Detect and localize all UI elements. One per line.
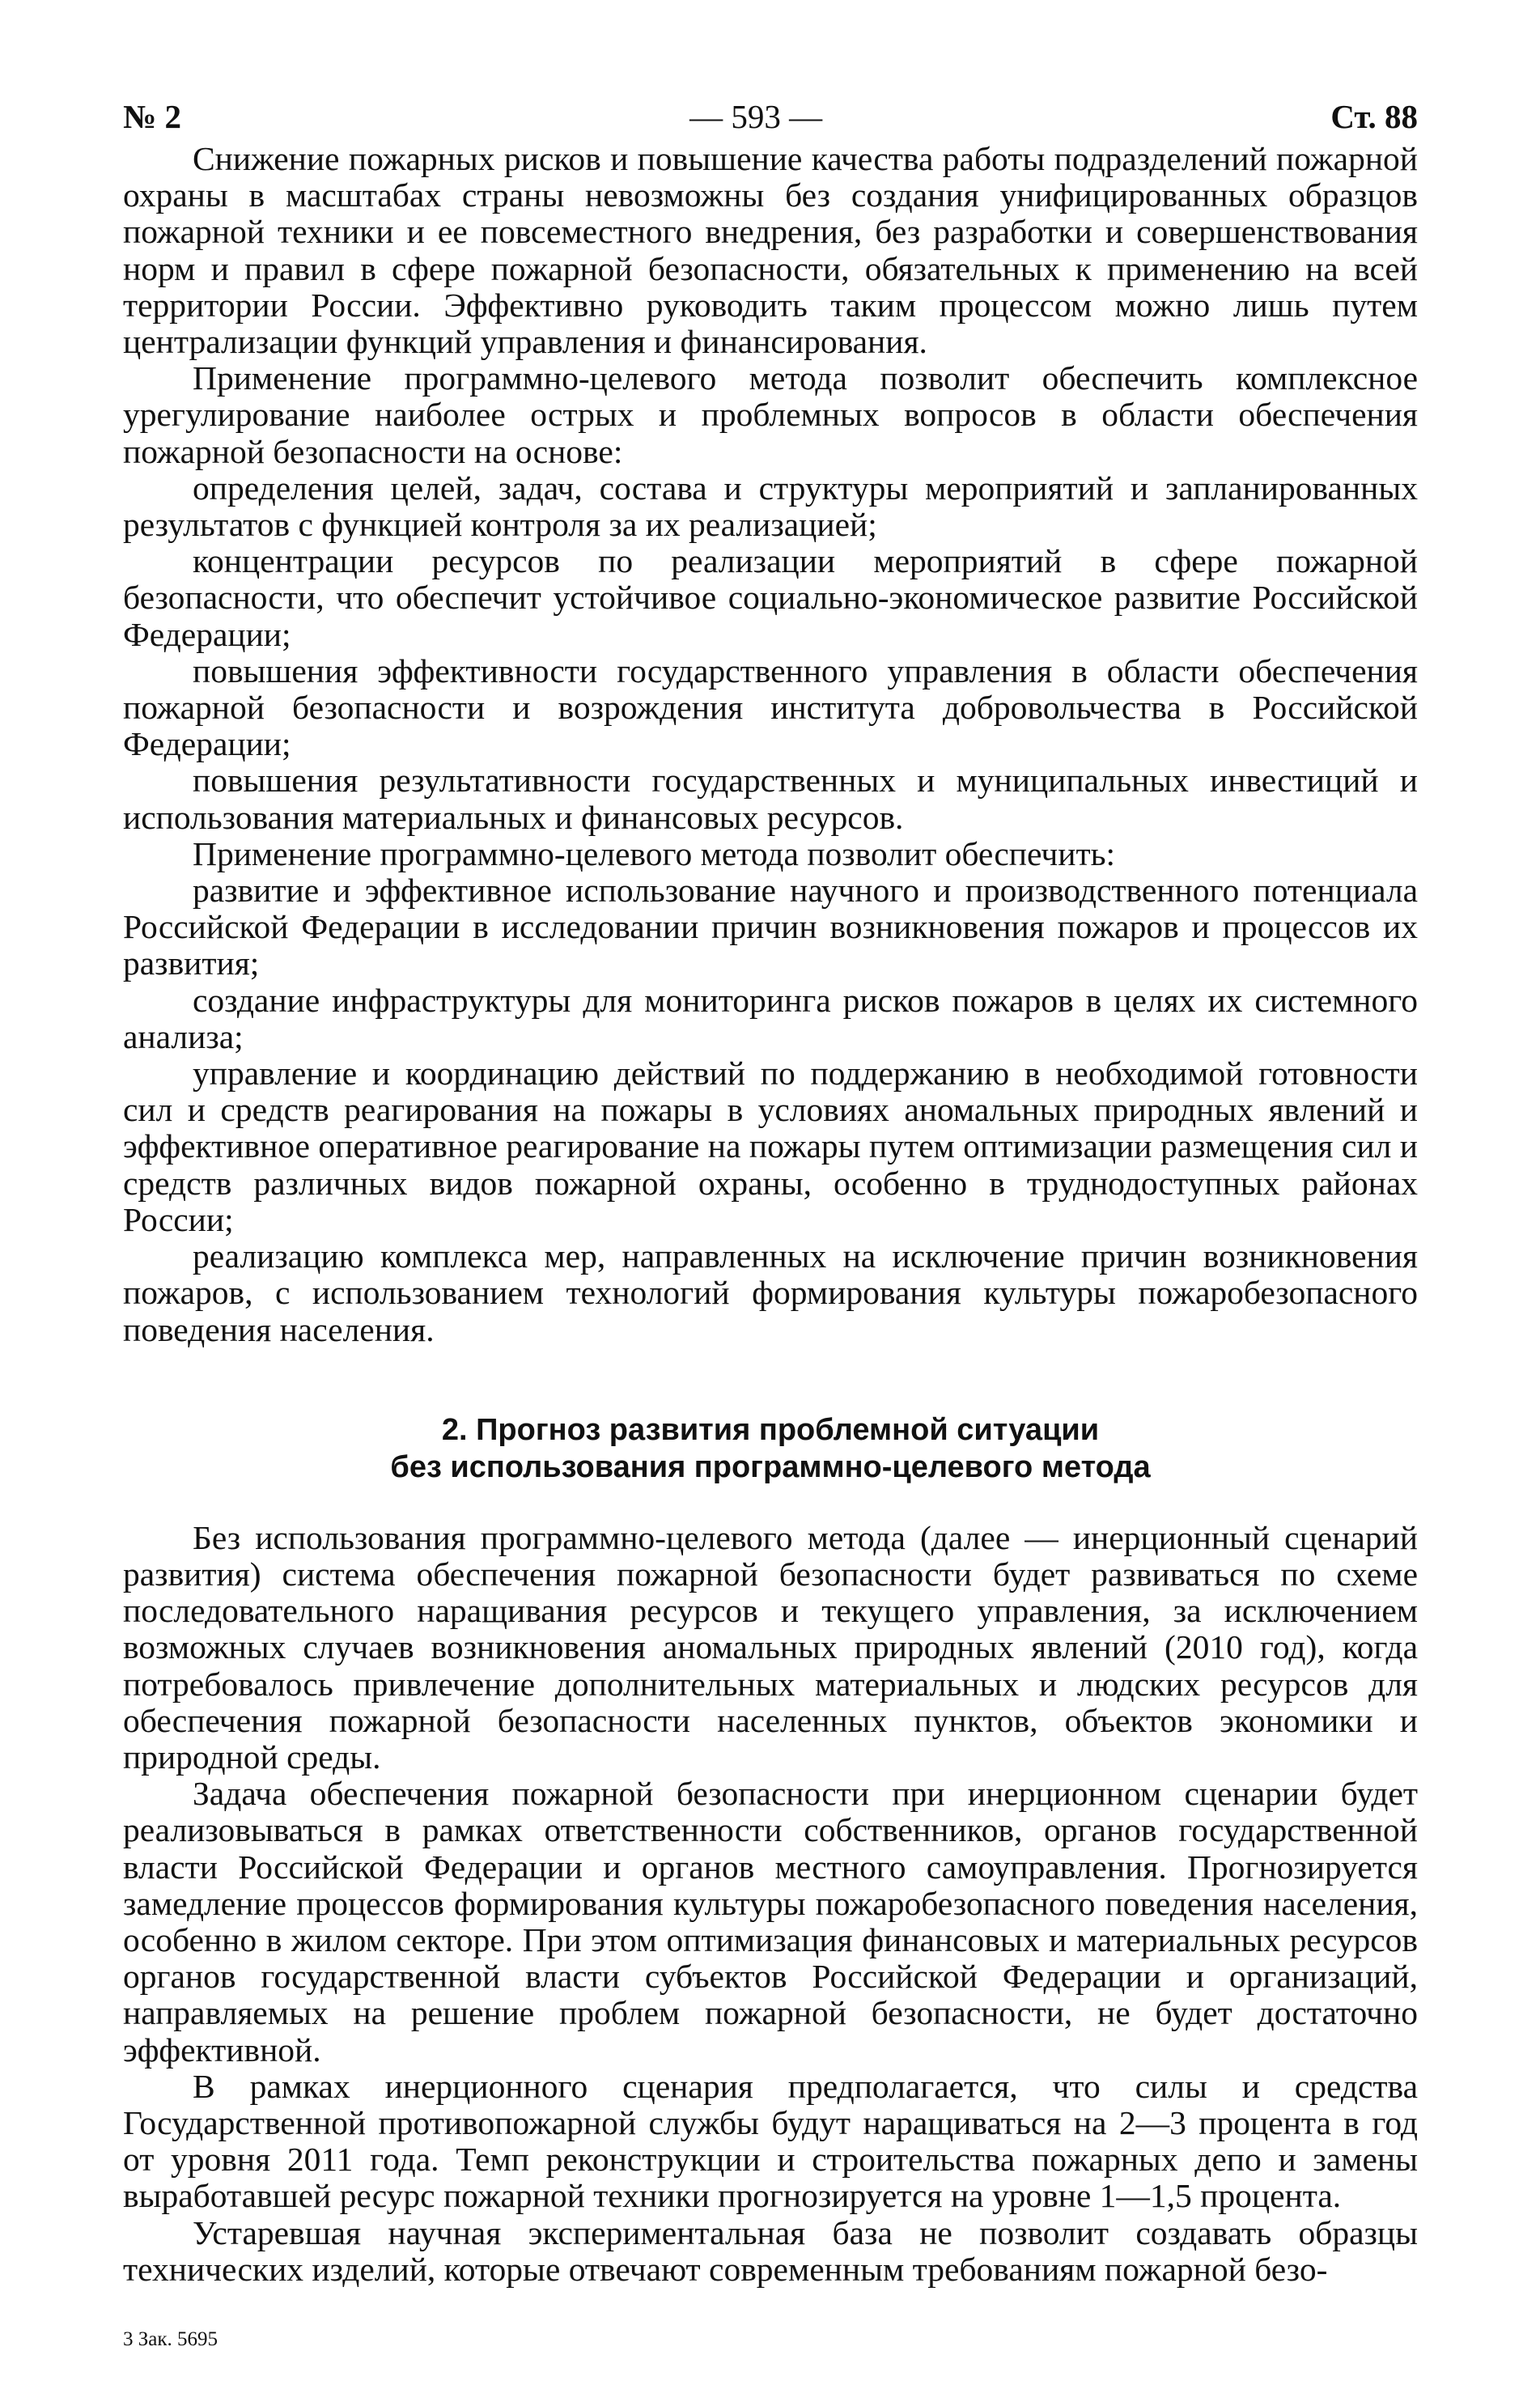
paragraph: Без использования программно-целевого метода (далее — инерционный сценарий развития) система обеспечения пожарной безопасности будет развиваться по схеме последовательного наращивания ресурсов и текущего управления, за исключением возможных случаев возникновения аномальных природных явлений (2010 год), когда потребовалось привлечение дополнительных материальных и людских ресурсов для обеспечения пожарной безопасности населенных пунктов, объектов экономики и природной среды. xyxy=(123,1518,1418,1776)
list-item: развитие и эффективное использование научного и производственного потенциала Российской Федерации в исследовании причин возникновения пожаров и процессов их развития; xyxy=(123,872,1418,982)
list-item: повышения результативности государственных и муниципальных инвестиций и использования материальных и финансовых ресурсов. xyxy=(123,762,1418,836)
list-item: повышения эффективности государственного управления в области обеспечения пожарной безопасности и возрождения института добровольчества в Российской Федерации; xyxy=(123,651,1418,763)
print-order-note: 3 Зак. 5695 xyxy=(123,2328,218,2350)
paragraph: В рамках инерционного сценария предполагается, что силы и средства Государственной противопожарной службы будут наращиваться на 2—3 процента в год от уровня 2011 года. Темп реконструкции и строительства пожарных депо и замены выработавшей ресурс пожарной техники прогнозируется на уровне 1—1,5 процента. xyxy=(123,2067,1418,2215)
list-item: концентрации ресурсов по реализации мероприятий в сфере пожарной безопасности, что обеспечит устойчивое социально-экономическое развитие Российской Федерации; xyxy=(123,542,1418,653)
section-heading xyxy=(123,1411,1418,1486)
paragraph: Задача обеспечения пожарной безопасности при инерционном сценарии будет реализовываться в рамках ответственности собственников, органов государственной власти Российской Федерации и органов местного самоуправления. Прогнозируется замедление процессов формирования культуры пожаробезопасного поведения населения, особенно в жилом секторе. При этом оптимизация финансовых и материальных ресурсов органов государственной власти субъектов Российской Федерации и организаций, направляемых на решение проблем пожарной безопасности, не будет достаточно эффективной. xyxy=(123,1775,1418,2069)
document-page xyxy=(123,97,1418,2288)
list-item: управление и координацию действий по поддержанию в необходимой готовности сил и средств реагирования на пожары в условиях аномальных природных явлений и эффективное оперативное реагирование на пожары путем оптимизации размещения сил и средств различных видов пожарной охраны, особенно в труднодоступных районах России; xyxy=(123,1054,1418,1238)
list-item: определения целей, задач, состава и структуры мероприятий и запланированных результатов с функцией контроля за их реализацией; xyxy=(123,469,1418,544)
section2-body xyxy=(123,1520,1418,2288)
section-heading-line-1: 2. Прогноз развития проблемной ситуации xyxy=(441,1412,1100,1447)
section1-body xyxy=(123,141,1418,1348)
list-item: создание инфраструктуры для мониторинга рисков пожаров в целях их системного анализа; xyxy=(123,981,1418,1055)
section-heading-line-2: без использования программно-целевого метода xyxy=(390,1449,1151,1484)
list-item: реализацию комплекса мер, направленных на исключение причин возникновения пожаров, с использованием технологий формирования культуры пожаробезопасного поведения населения. xyxy=(123,1237,1418,1348)
paragraph: Применение программно-целевого метода позволит обеспечить комплексное урегулирование наиболее острых и проблемных вопросов в области обеспечения пожарной безопасности на основе: xyxy=(123,359,1418,470)
paragraph: Применение программно-целевого метода позволит обеспечить: xyxy=(193,834,1116,872)
issue-number: № 2 xyxy=(123,98,181,135)
paragraph: Устаревшая научная экспериментальная база не позволит создавать образцы технических изделий, которые отвечают современным требованиям пожарной безо- xyxy=(123,2213,1418,2288)
page-number: — 593 — xyxy=(689,98,823,135)
article-number: Ст. 88 xyxy=(1330,98,1418,135)
page-header xyxy=(123,97,1418,136)
paragraph: Снижение пожарных рисков и повышение качества работы подразделений пожарной охраны в масштабах страны невозможны без создания унифицированных образцов пожарной техники и ее повсеместного внедрения, без разработки и совершенствования норм и правил в сфере пожарной безопасности, обязательных к применению на всей территории России. Эффективно руководить таким процессом можно лишь путем централизации функций управления и финансирования. xyxy=(123,140,1418,361)
